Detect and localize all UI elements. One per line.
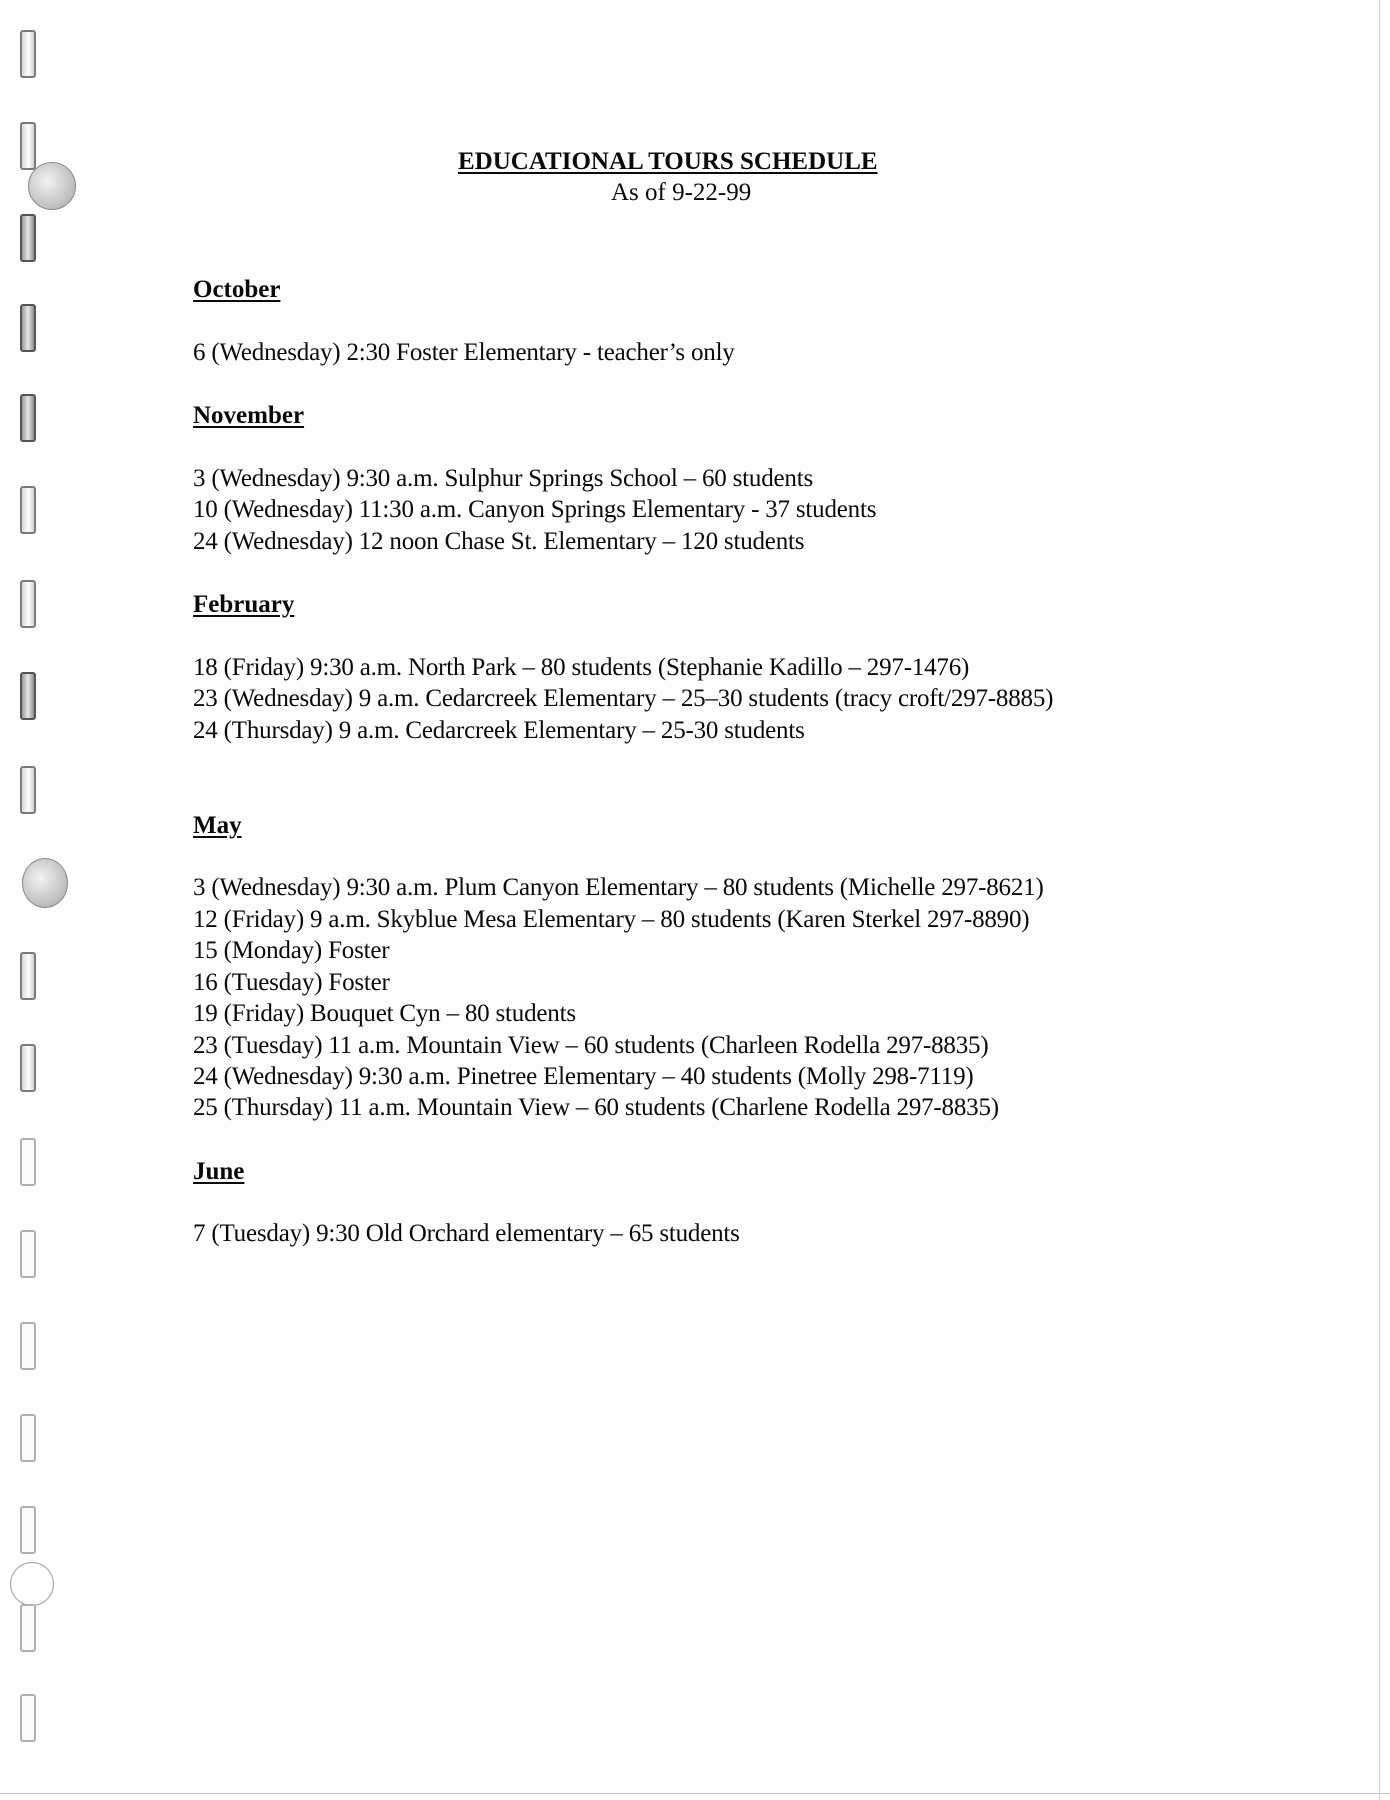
punch-hole (20, 1230, 36, 1278)
punch-hole (20, 1414, 36, 1462)
tour-entry: 15 (Monday) Foster (193, 937, 390, 964)
punch-hole (20, 394, 36, 442)
month-heading-october: October (193, 276, 281, 303)
punch-hole (20, 1694, 36, 1742)
document-date: As of 9-22-99 (611, 179, 752, 206)
tour-entry: 25 (Thursday) 11 a.m. Mountain View – 60 students (Charlene Rodella 297-8835) (193, 1094, 999, 1121)
punch-hole (20, 952, 36, 1000)
punch-hole (20, 30, 36, 78)
tour-entry: 24 (Wednesday) 12 noon Chase St. Elementary – 120 students (193, 528, 805, 555)
tour-entry: 23 (Wednesday) 9 a.m. Cedarcreek Elementary – 25–30 students (tracy croft/297-8885) (193, 685, 1054, 712)
punch-hole (20, 486, 36, 534)
tour-entry: 12 (Friday) 9 a.m. Skyblue Mesa Elementary – 80 students (Karen Sterkel 297-8890) (193, 906, 1030, 933)
month-heading-november: November (193, 402, 305, 429)
punch-hole (20, 304, 36, 352)
punch-hole (20, 1322, 36, 1370)
tour-entry: 7 (Tuesday) 9:30 Old Orchard elementary – 65 students (193, 1220, 740, 1247)
tour-entry: 6 (Wednesday) 2:30 Foster Elementary - teacher’s only (193, 339, 735, 366)
scan-edge-bottom (0, 1793, 1390, 1794)
month-heading-february: February (193, 591, 295, 618)
tour-entry: 3 (Wednesday) 9:30 a.m. Plum Canyon Elementary – 80 students (Michelle 297-8621) (193, 874, 1044, 901)
tour-entry: 24 (Wednesday) 9:30 a.m. Pinetree Elementary – 40 students (Molly 298-7119) (193, 1063, 974, 1090)
punch-hole (20, 1604, 36, 1652)
tour-entry: 3 (Wednesday) 9:30 a.m. Sulphur Springs School – 60 students (193, 465, 813, 492)
month-heading-june: June (193, 1158, 245, 1185)
punch-hole (20, 214, 36, 262)
punch-hole (20, 1044, 36, 1092)
punch-hole (20, 1138, 36, 1186)
tour-entry: 23 (Tuesday) 11 a.m. Mountain View – 60 students (Charleen Rodella 297-8835) (193, 1032, 989, 1059)
tour-entry: 24 (Thursday) 9 a.m. Cedarcreek Elementary – 25-30 students (193, 717, 805, 744)
tour-entry: 10 (Wednesday) 11:30 a.m. Canyon Springs Elementary - 37 students (193, 496, 877, 523)
round-punch-hole (10, 1562, 54, 1606)
tour-entry: 19 (Friday) Bouquet Cyn – 80 students (193, 1000, 576, 1027)
punch-hole (20, 122, 36, 170)
punch-hole (20, 1506, 36, 1554)
punch-hole (20, 580, 36, 628)
punch-hole (20, 672, 36, 720)
binder-holes (0, 0, 80, 1800)
tour-entry: 18 (Friday) 9:30 a.m. North Park – 80 students (Stephanie Kadillo – 297-1476) (193, 654, 970, 681)
round-punch-hole (28, 162, 76, 210)
tour-entry: 16 (Tuesday) Foster (193, 969, 390, 996)
document-title: EDUCATIONAL TOURS SCHEDULE (458, 148, 878, 175)
punch-hole (20, 766, 36, 814)
scan-edge-right (1379, 0, 1380, 1800)
round-punch-hole (22, 858, 68, 908)
month-heading-may: May (193, 812, 242, 839)
